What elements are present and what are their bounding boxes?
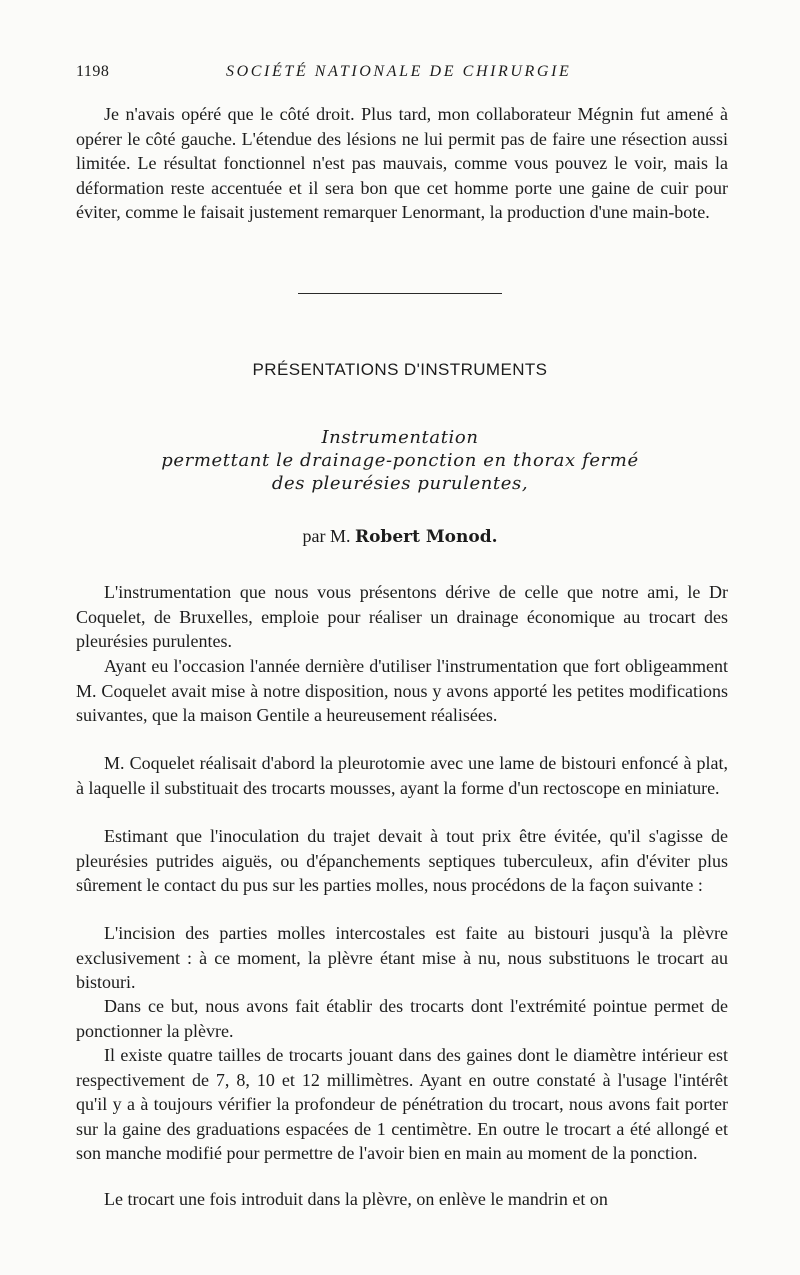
body-paragraph: M. Coquelet réalisait d'abord la pleurotomie avec une lame de bistouri enfoncé à plat, à laquelle il substituait des trocarts mousses, ayant la forme d'un rectoscope en miniature. — [76, 753, 728, 798]
body-paragraph: L'incision des parties molles intercostales est faite au bistouri jusqu'à la plèvre exclusivement : à ce moment, la plèvre étant mise à nu, nous substituons le trocart au bistouri. — [76, 923, 728, 992]
body-paragraph: L'instrumentation que nous vous présentons dérive de celle que notre ami, le Dr Coquelet, de Bruxelles, emploie pour réaliser un drainage économique au trocart des pleurésies purulentes. — [76, 582, 728, 651]
article-title-line: Instrumentation — [321, 427, 479, 448]
section-heading: PRÉSENTATIONS D'INSTRUMENTS — [252, 360, 548, 379]
section-divider — [298, 293, 502, 294]
body-paragraph: Le trocart une fois introduit dans la plèvre, on enlève le mandrin et on — [104, 1189, 608, 1209]
article-title-line: permettant le drainage-ponction en thorax fermé — [161, 450, 639, 471]
body-paragraph: Dans ce but, nous avons fait établir des trocarts dont l'extrémité pointue permet de ponctionner la plèvre. — [76, 996, 728, 1041]
page-number: 1198 — [76, 63, 110, 80]
byline — [0, 526, 800, 547]
article-title-line: des pleurésies purulentes, — [271, 473, 529, 494]
author-name: Robert Monod. — [354, 527, 498, 547]
body-paragraph: Estimant que l'inoculation du trajet devait à tout prix être évitée, qu'il s'agisse de pleurésies putrides aiguës, ou d'épanchements septiques tuberculeux, afin d'éviter plus sûrement le contact du pus sur les parties molles, nous procédons de la façon suivante : — [76, 826, 728, 895]
article-title — [0, 426, 800, 495]
body-paragraph: Ayant eu l'occasion l'année dernière d'utiliser l'instrumentation que fort obligeamment M. Coquelet avait mise à notre disposition, nous y avons apporté les petites modifications suivantes, que la maison Gentile a heureusement réalisées. — [76, 656, 728, 725]
intro-paragraph: Je n'avais opéré que le côté droit. Plus tard, mon collaborateur Mégnin fut amené à opérer le côté gauche. L'étendue des lésions ne lui permit pas de faire une résection aussi limitée. Le résultat fonctionnel n'est pas mauvais, comme vous pouvez le voir, mais la déformation reste accentuée et il sera bon que cet homme porte une gaine de cuir pour éviter, comme le faisait justement remarquer Lenormant, la production d'une main-bote. — [76, 104, 728, 222]
body-paragraph: Il existe quatre tailles de trocarts jouant dans des gaines dont le diamètre intérieur est respectivement de 7, 8, 10 et 12 millimètres. Ayant en outre constaté à l'usage l'intérêt qu'il y a à toujours vérifier la profondeur de pénétration du trocart, nous avons fait porter sur la gaine des graduations espacées de 1 centimètre. En outre le trocart a été allongé et son manche modifié pour permettre de l'avoir bien en main au moment de la ponction. — [76, 1045, 728, 1163]
journal-title: SOCIÉTÉ NATIONALE DE CHIRURGIE — [226, 63, 572, 80]
byline-prefix: par M. — [302, 526, 351, 546]
